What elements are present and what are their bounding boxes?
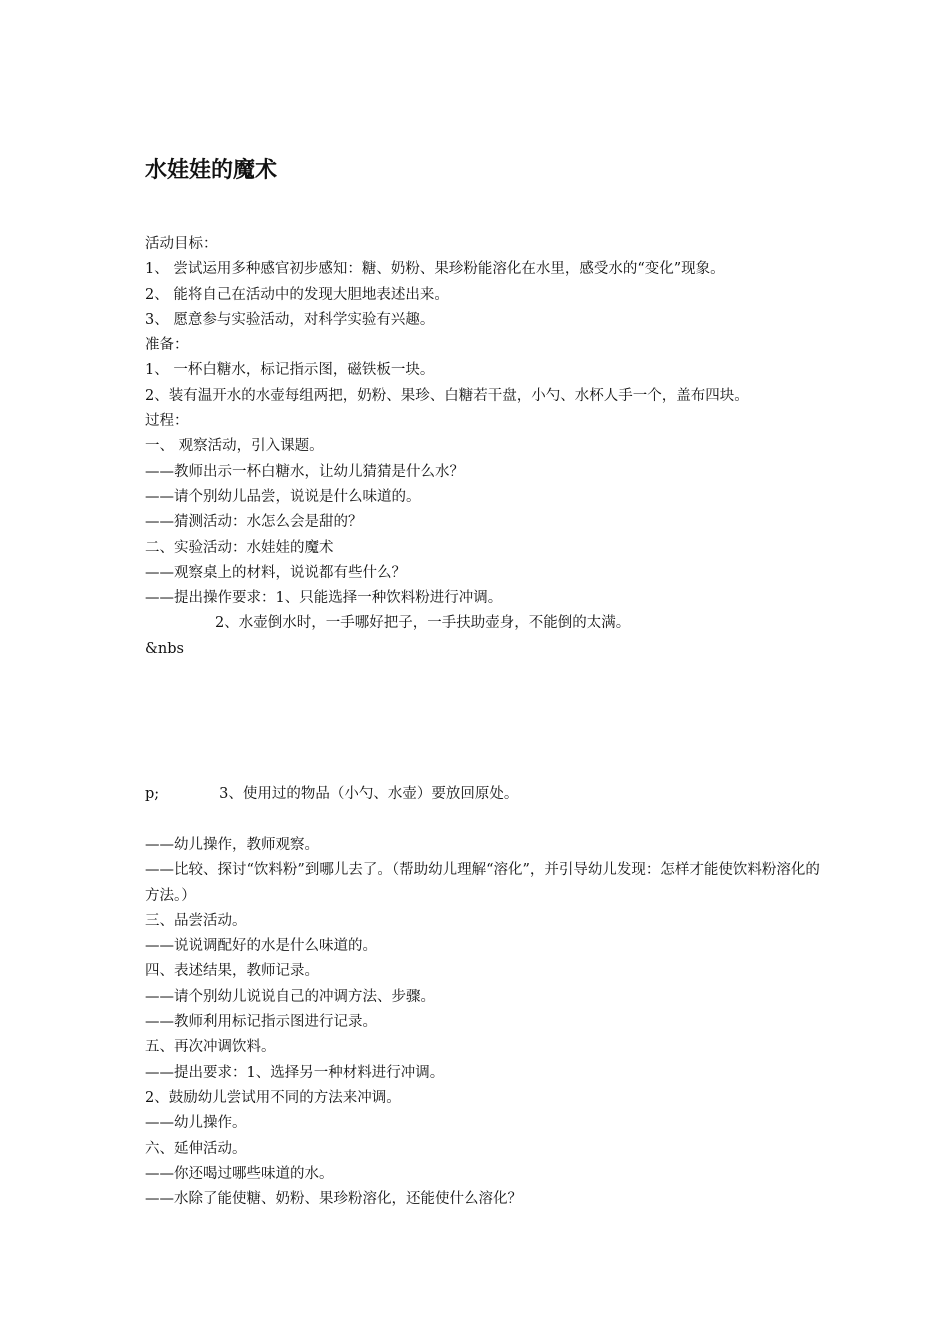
text-line: 1、 一杯白糖水，标记指示图，磁铁板一块。 <box>145 362 435 379</box>
text-line: 3、使用过的物品（小勺、水壶）要放回原处。 <box>219 786 519 802</box>
text-line: ——幼儿操作，教师观察。 <box>145 837 319 853</box>
text-line: ——提出要求：1、选择另一种材料进行冲调。 <box>145 1064 445 1081</box>
text-line: ——水除了能使糖、奶粉、果珍粉溶化，还能使什么溶化？ <box>145 1191 522 1208</box>
text-line: ——猜测活动：水怎么会是甜的？ <box>145 514 363 531</box>
indented-text-line: 2、水壶倒水时，一手哪好把子，一手扶助壶身，不能倒的太满。 <box>215 615 631 632</box>
text-line: 三、品尝活动。 <box>145 912 247 929</box>
text-line: 1、 尝试运用多种感官初步感知：糖、奶粉、果珍粉能溶化在水里，感受水的“变化”现象。 <box>145 261 725 278</box>
text-line: ——教师利用标记指示图进行记录。 <box>145 1014 377 1031</box>
text-line: 2、鼓励幼儿尝试用不同的方法来冲调。 <box>145 1089 401 1106</box>
text-line: ——你还喝过哪些味道的水。 <box>145 1165 334 1182</box>
p-fragment-line <box>145 782 825 807</box>
text-line: 2、装有温开水的水壶每组两把，奶粉、果珍、白糖若干盘，小勺、水杯人手一个，盖布四块。 <box>145 387 749 404</box>
section-activities <box>145 833 825 1212</box>
text-line: 活动目标： <box>145 236 218 252</box>
p-fragment: p; <box>145 786 160 802</box>
text-line: ——幼儿操作。 <box>145 1115 247 1132</box>
text-line: ——提出操作要求：1、只能选择一种饮料粉进行冲调。 <box>145 590 503 607</box>
text-line: 五、再次冲调饮料。 <box>145 1039 276 1056</box>
text-line: 2、 能将自己在活动中的发现大胆地表述出来。 <box>145 286 449 303</box>
text-line: ——请个别幼儿说说自己的冲调方法、步骤。 <box>145 988 435 1005</box>
text-line: 准备： <box>145 337 189 354</box>
text-line: ——比较、探讨“饮料粉”到哪儿去了。（帮助幼儿理解“溶化”，并引导幼儿发现：怎样才能使饮料粉溶化的方法。） <box>145 862 820 904</box>
text-line: ——观察桌上的材料，说说都有些什么？ <box>145 564 406 581</box>
text-line: 一、 观察活动，引入课题。 <box>145 438 324 455</box>
text-line: 二、实验活动：水娃娃的魔术 <box>145 539 334 556</box>
text-line: ——请个别幼儿品尝，说说是什么味道的。 <box>145 488 421 505</box>
text-line: 3、 愿意参与实验活动，对科学实验有兴趣。 <box>145 311 435 328</box>
section-goals-and-process <box>145 232 825 662</box>
text-line: ——说说调配好的水是什么味道的。 <box>145 938 377 955</box>
nbs-fragment: &nbs <box>145 640 184 657</box>
text-line: 四、表述结果，教师记录。 <box>145 963 319 980</box>
document-title: 水娃娃的魔术 <box>145 158 278 183</box>
text-line: 六、延伸活动。 <box>145 1140 247 1157</box>
text-line: 过程： <box>145 413 189 430</box>
text-line: ——教师出示一杯白糖水，让幼儿猜猜是什么水？ <box>145 463 464 480</box>
